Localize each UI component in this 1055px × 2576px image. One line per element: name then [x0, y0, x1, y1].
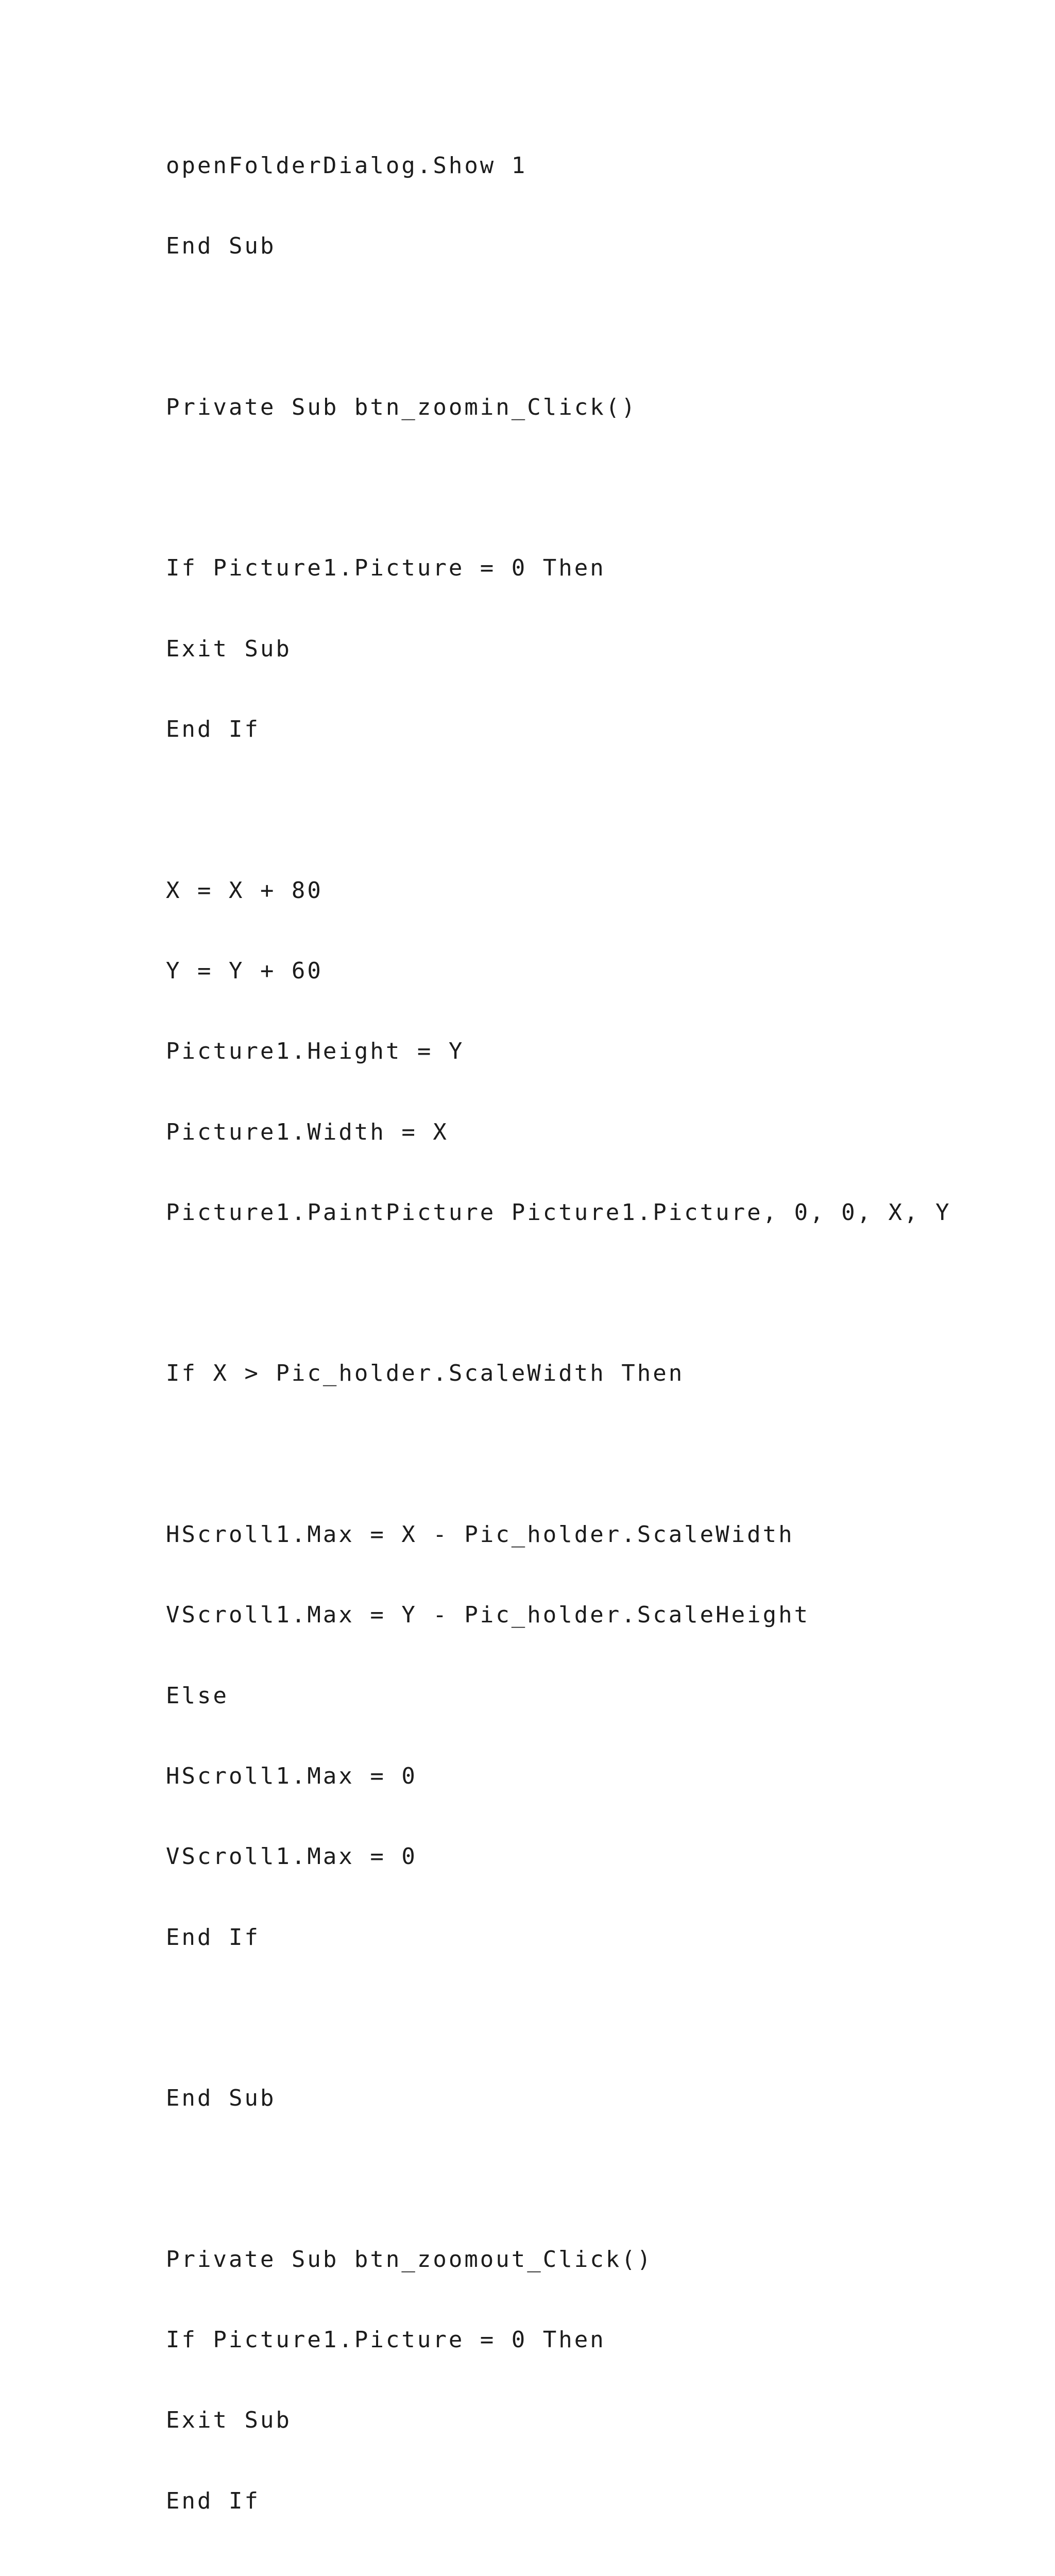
code-line: Private Sub btn_zoomout_Click() — [166, 2246, 653, 2273]
code-line: Picture1.Width = X — [166, 1118, 449, 1145]
code-line: End If — [166, 716, 260, 743]
code-line: openFolderDialog.Show 1 — [166, 152, 528, 179]
code-line: VScroll1.Max = 0 — [166, 1843, 417, 1870]
code-line: HScroll1.Max = 0 — [166, 1762, 417, 1789]
code-listing — [166, 99, 951, 2576]
code-line-blank — [166, 1279, 939, 1307]
code-line: Exit Sub — [166, 2407, 292, 2434]
code-line: If X > Pic_holder.ScaleWidth Then — [166, 1360, 685, 1387]
code-line: Picture1.PaintPicture Picture1.Picture, 0, 0, X, Y — [166, 1199, 951, 1226]
code-line: Picture1.Height = Y — [166, 1038, 465, 1065]
code-line: Y = Y + 60 — [166, 957, 323, 984]
code-line-blank — [166, 313, 939, 341]
code-line: End Sub — [166, 233, 276, 260]
code-line: Exit Sub — [166, 635, 292, 662]
code-line: Else — [166, 1682, 229, 1709]
code-line: If Picture1.Picture = 0 Then — [166, 2327, 606, 2353]
code-line: X = X + 80 — [166, 877, 323, 904]
code-line-blank — [166, 474, 939, 502]
code-line: End If — [166, 1924, 260, 1951]
code-line: End If — [166, 2487, 260, 2514]
code-line-blank — [166, 1440, 939, 1468]
code-line: VScroll1.Max = Y - Pic_holder.ScaleHeight — [166, 1602, 810, 1629]
code-line: Private Sub btn_zoomin_Click() — [166, 394, 637, 420]
code-line-blank — [166, 796, 939, 824]
code-line-blank — [166, 2165, 939, 2193]
code-line: HScroll1.Max = X - Pic_holder.ScaleWidth — [166, 1521, 794, 1548]
code-line-blank — [166, 2568, 939, 2576]
code-line-blank — [166, 2004, 939, 2032]
code-line: End Sub — [166, 2085, 276, 2112]
code-line: If Picture1.Picture = 0 Then — [166, 555, 606, 582]
